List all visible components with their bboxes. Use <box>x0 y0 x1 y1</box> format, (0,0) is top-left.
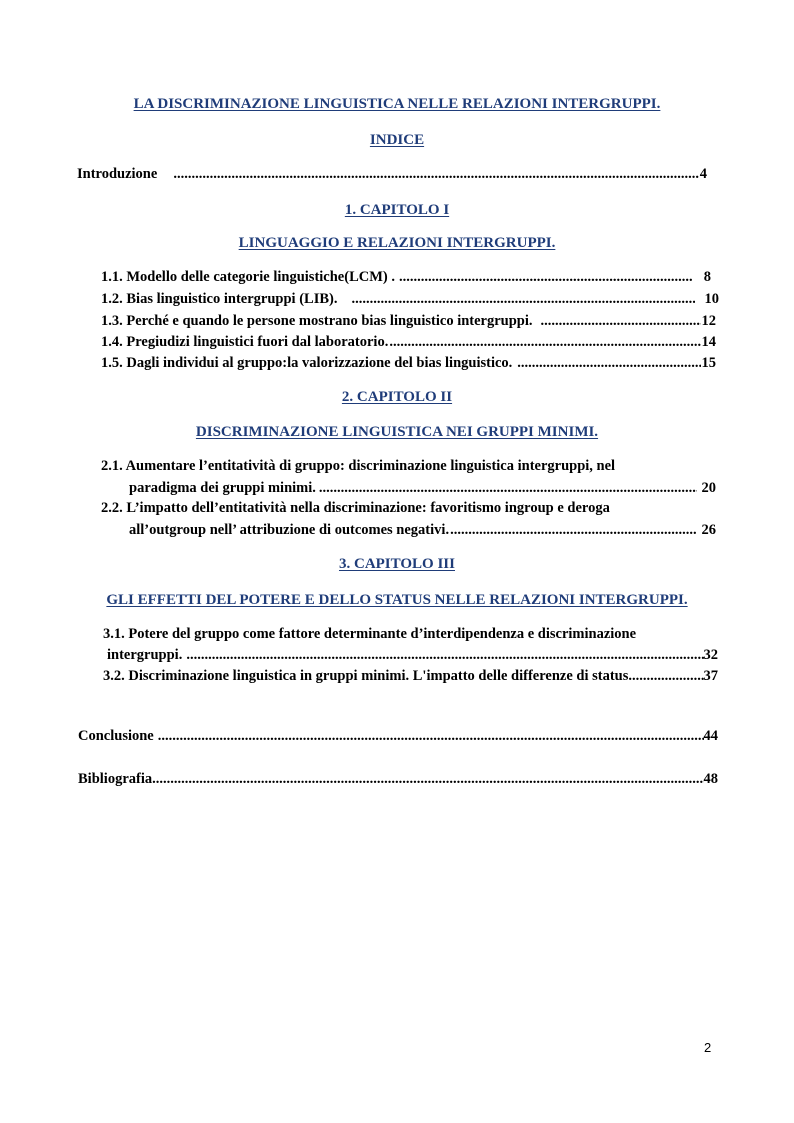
chapter-3-number: 3. CAPITOLO III <box>338 556 455 572</box>
toc-entry-page: 37 <box>703 668 718 684</box>
toc-entry-page: 48 <box>703 771 718 787</box>
toc-entry-1-4[interactable] <box>101 333 716 351</box>
toc-entry-page: 15 <box>701 355 716 371</box>
toc-entry-page: 20 <box>701 480 716 496</box>
leader-dots <box>541 312 701 330</box>
document-title: LA DISCRIMINAZIONE LINGUISTICA NELLE RELAZIONI INTERGRUPPI. <box>133 96 661 112</box>
page-number: 2 <box>704 1040 712 1055</box>
toc-entry-3-1[interactable] <box>107 646 718 664</box>
leader-dots <box>628 667 703 685</box>
toc-entry-2-1-line1[interactable]: 2.1. Aumentare l’entitatività di gruppo: discriminazione linguistica intergruppi, nel <box>101 458 616 474</box>
chapter-3-title: GLI EFFETTI DEL POTERE E DELLO STATUS NELLE RELAZIONI INTERGRUPPI. <box>106 592 688 608</box>
toc-entry-page: 4 <box>699 166 707 182</box>
toc-entry-label: intergruppi. <box>107 647 183 663</box>
leader-dots <box>389 333 700 351</box>
toc-entry-label: paradigma dei gruppi minimi. <box>129 480 316 496</box>
toc-entry-introduction[interactable] <box>77 165 707 183</box>
toc-entry-label: 1.2. Bias linguistico intergruppi (LIB). <box>101 291 338 307</box>
toc-entry-3-2[interactable] <box>103 667 718 685</box>
leader-dots <box>319 479 697 497</box>
toc-entry-3-1-line1[interactable]: 3.1. Potere del gruppo come fattore determinante d’interdipendenza e discriminazione <box>103 626 637 642</box>
leader-dots <box>186 646 703 664</box>
leader-dots <box>158 727 704 745</box>
chapter-1-title: LINGUAGGIO E RELAZIONI INTERGRUPPI. <box>238 235 556 251</box>
leader-dots <box>399 268 692 286</box>
toc-entry-label: 3.2. Discriminazione linguistica in gruppi minimi. L'impatto delle differenze di status <box>103 668 629 684</box>
toc-entry-label: all’outgroup nell’ attribuzione di outcomes negativi. <box>129 522 450 538</box>
toc-entry-label: 1.1. Modello delle categorie linguistiche(LCM) . <box>101 269 395 285</box>
toc-entry-label: 1.5. Dagli individui al gruppo:la valorizzazione del bias linguistico. <box>101 355 513 371</box>
toc-entry-1-1[interactable] <box>101 268 711 286</box>
toc-entry-1-3[interactable] <box>101 312 716 330</box>
toc-entry-label: Conclusione <box>78 728 154 744</box>
toc-entry-2-1[interactable] <box>129 479 716 497</box>
toc-entry-label: 1.4. Pregiudizi linguistici fuori dal laboratorio. <box>101 334 389 350</box>
index-heading: INDICE <box>369 132 425 148</box>
leader-dots <box>152 770 703 788</box>
toc-entry-label: Bibliografia <box>78 771 153 787</box>
toc-entry-page: 10 <box>704 291 719 307</box>
toc-entry-label: 1.3. Perché e quando le persone mostrano bias linguistico intergruppi. <box>101 313 533 329</box>
leader-dots <box>450 521 696 539</box>
toc-entry-1-5[interactable] <box>101 354 716 372</box>
toc-entry-page: 8 <box>703 269 711 285</box>
leader-dots <box>173 165 698 183</box>
chapter-2-title: DISCRIMINAZIONE LINGUISTICA NEI GRUPPI MINIMI. <box>195 424 599 440</box>
toc-entry-label: Introduzione <box>77 166 158 182</box>
toc-entry-1-2[interactable] <box>101 290 719 308</box>
toc-entry-page: 14 <box>701 334 716 350</box>
toc-entry-conclusion[interactable] <box>78 727 718 745</box>
toc-entry-page: 12 <box>701 313 716 329</box>
leader-dots <box>351 290 694 308</box>
toc-entry-page: 26 <box>701 522 716 538</box>
toc-entry-2-2-line1[interactable]: 2.2. L’impatto dell’entitatività nella discriminazione: favoritismo ingroup e deroga <box>101 500 610 516</box>
leader-dots <box>517 354 700 372</box>
chapter-1-number: 1. CAPITOLO I <box>344 202 450 218</box>
toc-entry-bibliography[interactable] <box>78 770 718 788</box>
toc-entry-2-2[interactable] <box>129 521 716 539</box>
toc-entry-page: 32 <box>703 647 718 663</box>
chapter-2-number: 2. CAPITOLO II <box>341 389 453 405</box>
toc-entry-page: 44 <box>703 728 718 744</box>
